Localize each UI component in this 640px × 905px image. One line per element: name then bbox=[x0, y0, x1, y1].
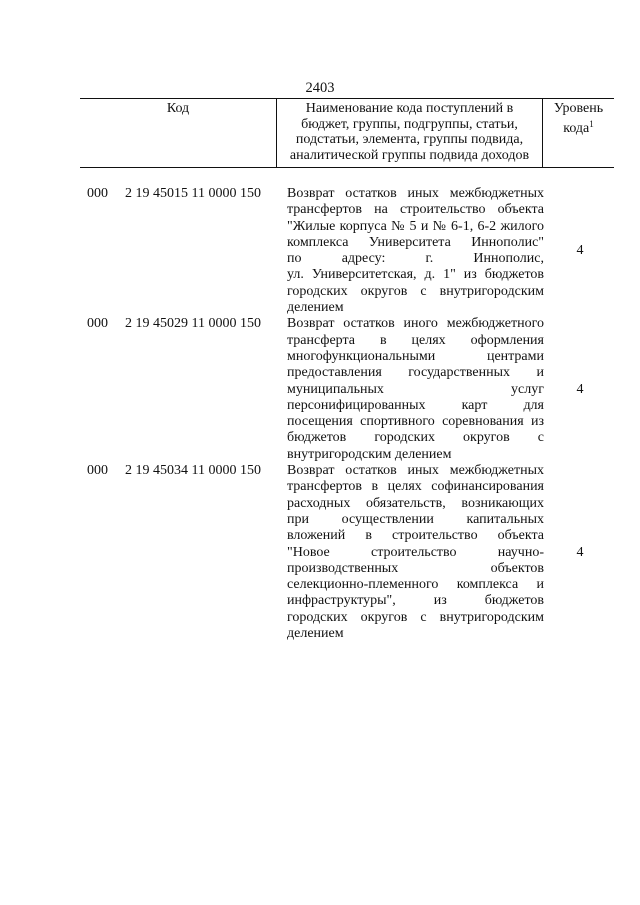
revenue-code-cell: 2 19 45034 11 0000 150 bbox=[125, 463, 261, 479]
revenue-code-cell: 2 19 45015 11 0000 150 bbox=[125, 186, 261, 201]
column-header-name-line: подстатьи, элемента, группы подвида, bbox=[295, 132, 524, 147]
name-line: трансфертов в целях софинансирования bbox=[287, 479, 544, 495]
name-line: трансфертов на строительство объекта bbox=[287, 202, 544, 218]
footnote-marker: 1 bbox=[589, 118, 594, 129]
name-line: делением bbox=[287, 300, 344, 316]
column-header-level bbox=[543, 99, 614, 167]
name-line: персонифицированных карт для bbox=[287, 397, 544, 413]
name-line: селекционно-племенного комплекса и bbox=[287, 577, 544, 593]
name-line: "Новое строительство научно- bbox=[287, 544, 544, 560]
name-line: комплекса Университета Иннополис" bbox=[287, 234, 544, 250]
column-header-level-line bbox=[543, 117, 614, 137]
column-header-name-line: бюджет, группы, подгруппы, статьи, bbox=[301, 116, 518, 132]
column-header-level-word: кода bbox=[563, 120, 590, 136]
name-line: при осуществлении капитальных bbox=[287, 511, 544, 527]
name-line: производственных объектов bbox=[287, 560, 544, 576]
name-line: Возврат остатков иных межбюджетных bbox=[287, 463, 544, 479]
column-header-name-line: Наименование кода поступлений в bbox=[305, 101, 514, 116]
admin-code-cell: 000 bbox=[87, 463, 108, 479]
name-line: ул. Университетская, д. 1" из бюджетов bbox=[287, 267, 544, 283]
name-line: Возврат остатков иных межбюджетных bbox=[287, 186, 544, 201]
name-line: расходных обязательств, возникающих bbox=[287, 495, 544, 511]
admin-code-cell: 000 bbox=[87, 316, 108, 332]
name-line: вложений в строительство объекта bbox=[287, 528, 544, 544]
name-line: многофункциональными центрами bbox=[287, 348, 544, 364]
name-line: по адресу: г. Иннополис, bbox=[287, 251, 544, 267]
table-header bbox=[80, 98, 614, 168]
level-cell: 4 bbox=[576, 243, 584, 259]
name-line: муниципальных услуг bbox=[287, 381, 544, 397]
name-line: инфраструктуры", из бюджетов bbox=[287, 593, 544, 609]
name-line: трансферта в целях оформления bbox=[287, 332, 544, 348]
column-header-level-line: Уровень bbox=[553, 101, 604, 116]
page-number: 2403 bbox=[305, 80, 335, 96]
table-row bbox=[80, 463, 614, 642]
name-line: делением bbox=[287, 626, 344, 642]
name-line: городских округов с внутригородским bbox=[287, 283, 544, 299]
column-header-code: Код bbox=[80, 99, 277, 167]
name-line: внутригородским делением bbox=[287, 446, 452, 462]
name-line: Возврат остатков иного межбюджетного bbox=[287, 316, 544, 332]
name-line: "Жилые корпуса № 5 и № 6-1, 6-2 жилого bbox=[287, 218, 544, 234]
name-line: бюджетов городских округов с bbox=[287, 430, 544, 446]
admin-code-cell: 000 bbox=[87, 186, 108, 201]
column-header-name-line: аналитической группы подвида доходов bbox=[289, 147, 530, 163]
table-row bbox=[80, 316, 614, 463]
level-cell: 4 bbox=[576, 381, 584, 397]
revenue-name-cell bbox=[285, 463, 544, 642]
revenue-name-cell bbox=[285, 316, 544, 463]
level-cell: 4 bbox=[576, 544, 584, 560]
name-line: посещения спортивного соревнования из bbox=[287, 414, 544, 430]
column-header-name bbox=[277, 99, 543, 167]
table-row bbox=[80, 186, 614, 316]
name-line: городских округов с внутригородским bbox=[287, 609, 544, 625]
table-body bbox=[80, 186, 614, 642]
revenue-name-cell bbox=[285, 186, 544, 316]
revenue-code-cell: 2 19 45029 11 0000 150 bbox=[125, 316, 261, 332]
name-line: предоставления государственных и bbox=[287, 365, 544, 381]
